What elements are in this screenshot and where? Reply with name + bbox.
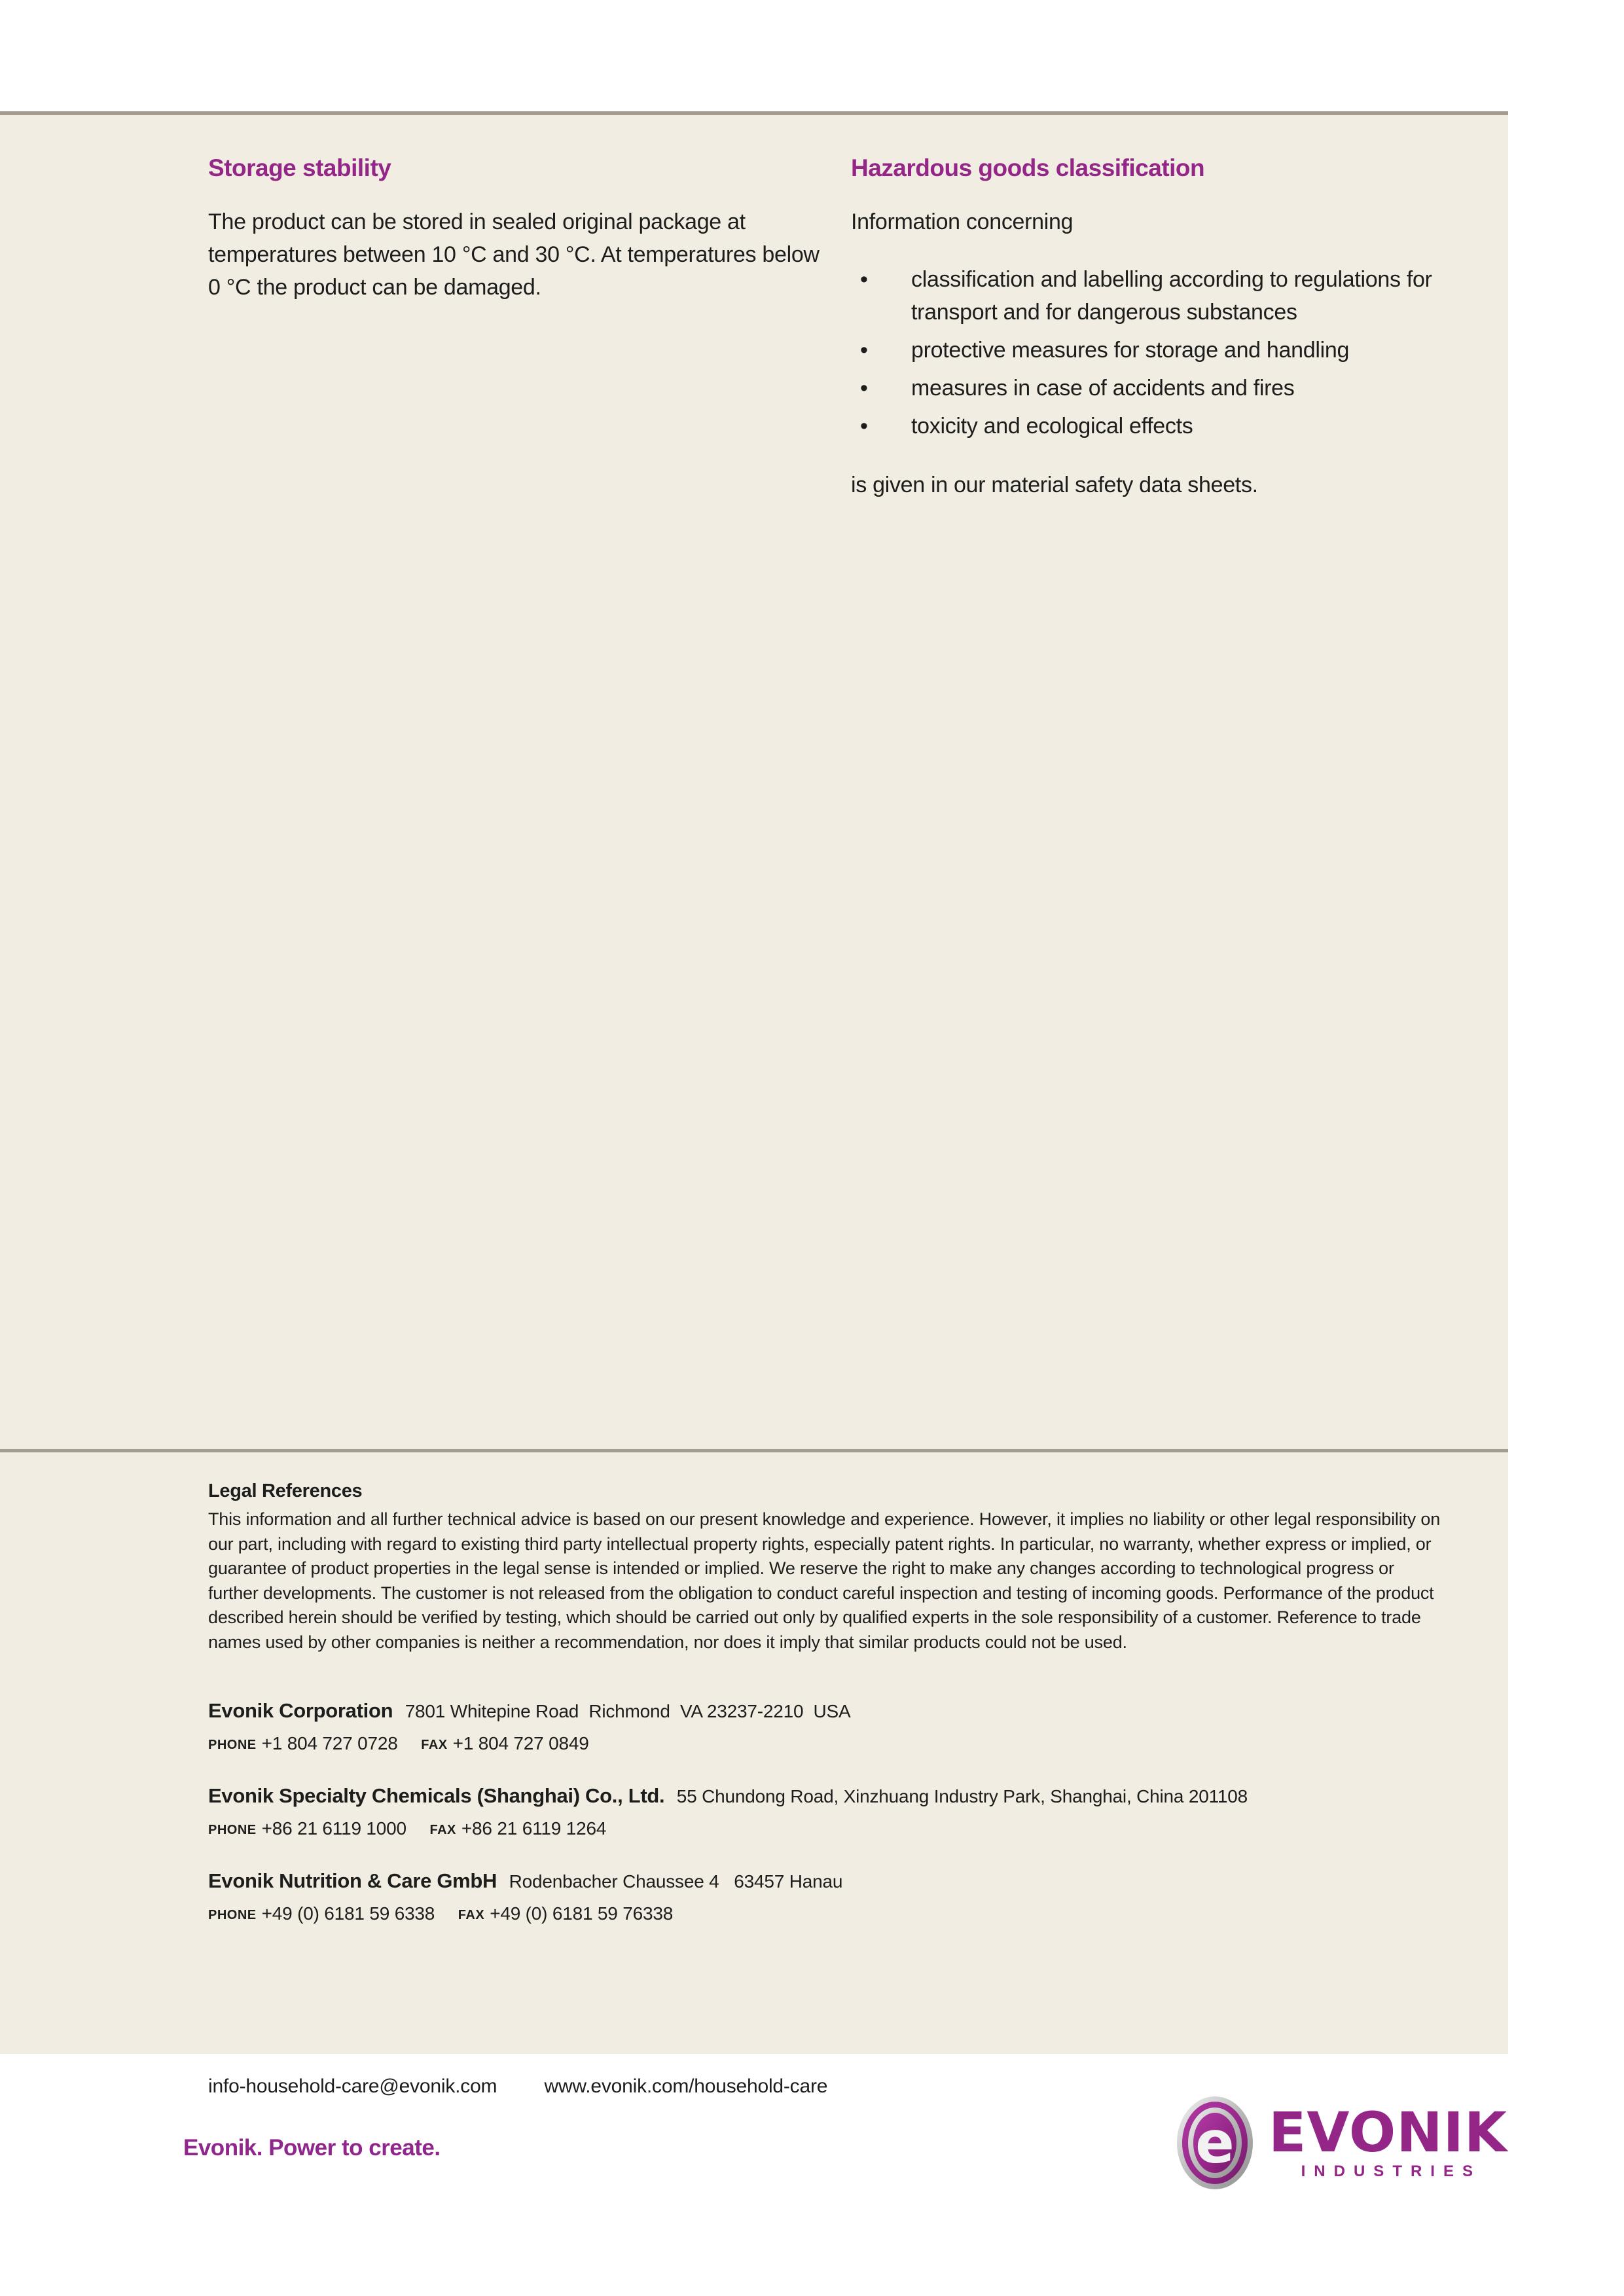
fax-label: FAX (429, 1823, 456, 1837)
svg-text:e: e (1195, 2109, 1235, 2176)
contact-website[interactable]: www.evonik.com/household-care (544, 2075, 828, 2097)
hazardous-goods-intro: Information concerning (851, 209, 1074, 234)
contact-evonik-nutrition-care (208, 1869, 1504, 1924)
evonik-industries-text: INDUSTRIES (1301, 2162, 1481, 2180)
contact-evonik-shanghai (208, 1784, 1504, 1839)
storage-stability-heading: Storage stability (208, 154, 391, 181)
list-item (851, 263, 1492, 329)
list-item-text: classification and labelling according to regulations for transport and for dangerous substances (911, 267, 1432, 325)
contact-name-address-line (208, 1699, 1504, 1723)
phone-number: +86 21 6119 1000 (261, 1818, 406, 1839)
contact-phone-line (208, 1818, 1504, 1839)
bullet-icon: • (860, 267, 868, 292)
storage-stability-text: The product can be stored in sealed original package at temperatures between 10 °C and 30 °C. At temperatures below 0 °C the product can be damaged. (208, 209, 820, 300)
contact-phone-line (208, 1733, 1504, 1754)
hazardous-goods-outro: is given in our material safety data sheets. (851, 473, 1258, 497)
phone-label: PHONE (208, 1823, 257, 1837)
company-name: Evonik Specialty Chemicals (Shanghai) Co., Ltd. (208, 1784, 665, 1807)
list-item (851, 372, 1492, 404)
bullet-icon: • (860, 376, 868, 401)
list-item (851, 334, 1492, 367)
fax-number: +1 804 727 0849 (452, 1733, 589, 1753)
hazardous-goods-bullet-list (851, 263, 1492, 442)
list-item-text: protective measures for storage and handling (911, 338, 1350, 363)
company-address: 55 Chundong Road, Xinzhuang Industry Park, Shanghai, China 201108 (676, 1786, 1248, 1806)
company-address: 7801 Whitepine Road Richmond VA 23237-2210 USA (405, 1701, 851, 1721)
contact-phone-line (208, 1903, 1504, 1924)
list-item (851, 410, 1492, 442)
separator-line (0, 1449, 1508, 1452)
brand-tagline: Evonik. Power to create. (183, 2135, 441, 2161)
bullet-icon: • (860, 338, 868, 363)
storage-stability-section (208, 154, 827, 304)
list-item-text: measures in case of accidents and fires (911, 376, 1295, 401)
phone-number: +1 804 727 0728 (261, 1733, 398, 1753)
contact-email[interactable]: info-household-care@evonik.com (208, 2075, 497, 2097)
evonik-logo (1172, 2092, 1507, 2197)
contact-name-address-line (208, 1869, 1504, 1893)
fax-label: FAX (421, 1738, 448, 1752)
company-name: Evonik Corporation (208, 1699, 393, 1722)
phone-number: +49 (0) 6181 59 6338 (261, 1903, 435, 1924)
company-address: Rodenbacher Chaussee 4 63457 Hanau (509, 1871, 843, 1892)
hazardous-goods-heading: Hazardous goods classification (851, 154, 1205, 181)
evonik-brand-text: EVONIK (1269, 2100, 1507, 2164)
content-sheet (0, 111, 1508, 2097)
contact-evonik-corporation (208, 1699, 1504, 1754)
hazardous-goods-section (851, 154, 1492, 501)
list-item-text: toxicity and ecological effects (911, 414, 1193, 439)
legal-references-text: This information and all further technical advice is based on our present knowledge and experience. However, it implies no liability or other legal responsibility on our part, including with regard to existing third party intellectual property rights, especially patent rights. In particular, no warranty, whether express or implied, or guarantee of product properties in the legal sense is intended or implied. We reserve the right to make any changes according to technological progress or further developments. The customer is not released from the obligation to conduct careful inspection and testing of incoming goods. Performance of the product described herein should be verified by testing, which should be carried out only by qualified experts in the sole responsibility of a customer. Reference to trade names used by other companies is neither a recommendation, nor does it imply that similar products could not be used. (208, 1509, 1441, 1652)
contact-links-line (208, 2075, 827, 2098)
bullet-icon: • (860, 414, 868, 439)
contact-name-address-line (208, 1784, 1504, 1808)
fax-number: +86 21 6119 1264 (461, 1818, 607, 1839)
fax-number: +49 (0) 6181 59 76338 (490, 1903, 674, 1924)
legal-references-heading: Legal References (208, 1480, 363, 1501)
fax-label: FAX (458, 1908, 485, 1922)
phone-label: PHONE (208, 1908, 257, 1922)
evonik-wordmark (1269, 2100, 1507, 2181)
legal-references-section (208, 1480, 1449, 1655)
company-name: Evonik Nutrition & Care GmbH (208, 1869, 497, 1892)
contacts-section (208, 1699, 1504, 1954)
phone-label: PHONE (208, 1738, 257, 1752)
